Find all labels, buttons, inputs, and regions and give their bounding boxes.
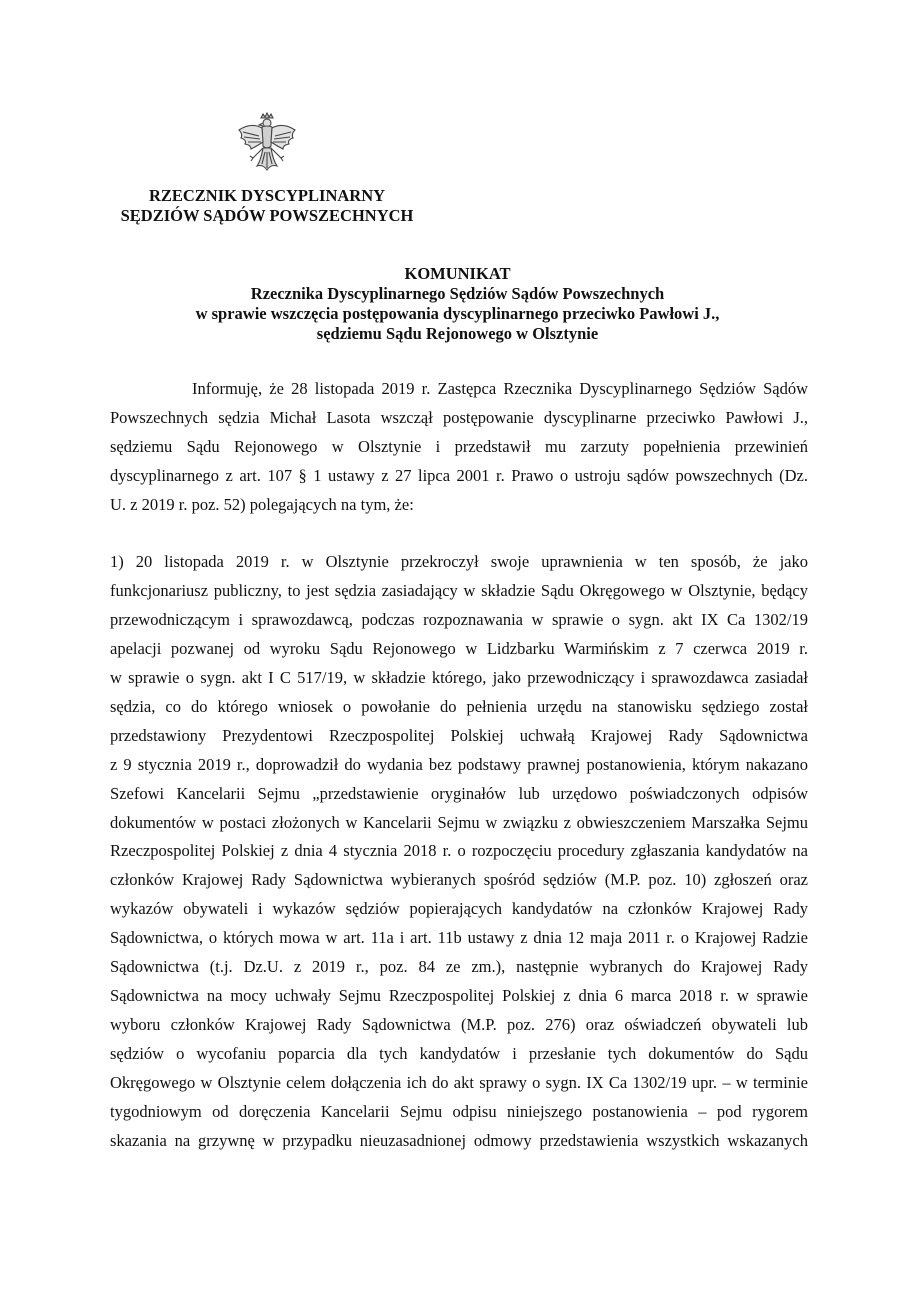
text-line: przedstawiony Prezydentowi Rzeczpospolitej Polskiej uchwałą Krajowej Rady Sądownictwa xyxy=(110,725,808,745)
text-line: tygodniowym od doręczenia Kancelarii Sejmu odpisu niniejszego postanowienia – pod rygorem xyxy=(110,1101,808,1121)
polish-eagle-emblem-icon xyxy=(235,112,299,182)
issuing-authority-line-1: RZECZNIK DYSCYPLINARNY xyxy=(148,186,386,205)
text-line: Szefowi Kancelarii Sejmu „przedstawienie oryginałów lub urzędowo poświadczonych odpisów xyxy=(110,783,808,803)
communique-subtitle-line-2: w sprawie wszczęcia postępowania dyscyplinarnego przeciwko Pawłowi J., xyxy=(195,304,720,323)
text-line: przewodniczącym i sprawozdawcą, podczas rozpoznawania w sprawie o sygn. akt IX Ca 1302/19 xyxy=(110,610,808,630)
text-line: funkcjonariusz publiczny, to jest sędzia zasiadający w składzie Sądu Okręgowego w Olsztynie, będący xyxy=(110,581,808,601)
text-line: Sądownictwa, o których mowa w art. 11a i art. 11b ustawy z dnia 12 maja 2011 r. o Krajowej Radzie xyxy=(110,928,808,948)
text-line: U. z 2019 r. poz. 52) polegających na tym, że: xyxy=(110,494,414,514)
issuing-authority-line-2: SĘDZIÓW SĄDÓW POWSZECHNYCH xyxy=(120,206,414,225)
text-line: w sprawie o sygn. akt I C 517/19, w składzie którego, jako przewodniczący i sprawozdawca zasiadał xyxy=(110,668,808,688)
communique-subtitle-line-3: sędziemu Sądu Rejonowego w Olsztynie xyxy=(316,324,599,343)
text-line: Rzeczpospolitej Polskiej z dnia 4 stycznia 2018 r. o rozpoczęciu procedury zgłaszania kandydatów na xyxy=(110,841,808,861)
communique-subtitle-line-1: Rzecznika Dyscyplinarnego Sędziów Sądów Powszechnych xyxy=(250,284,665,303)
communique-title xyxy=(100,264,815,344)
intro-paragraph xyxy=(110,375,808,520)
charge-1-paragraph xyxy=(110,548,808,1155)
issuing-authority xyxy=(112,186,422,226)
text-line: dyscyplinarnego z art. 107 § 1 ustawy z 27 lipca 2001 r. Prawo o ustroju sądów powszechnych (Dz. xyxy=(110,465,808,485)
text-line: wykazów obywateli i wykazów sędziów popierających kandydatów na członków Krajowej Rady xyxy=(110,899,808,919)
text-line: Sądownictwa (t.j. Dz.U. z 2019 r., poz. 84 ze zm.), następnie wybranych do Krajowej Rady xyxy=(110,957,808,977)
document-body xyxy=(110,375,808,1155)
text-line: apelacji pozwanej od wyroku Sądu Rejonowego w Lidzbarku Warmińskim z 7 czerwca 2019 r. xyxy=(110,639,808,659)
communique-heading: KOMUNIKAT xyxy=(404,264,511,283)
text-line: członków Krajowej Rady Sądownictwa wybieranych spośród sędziów (M.P. poz. 10) zgłoszeń oraz xyxy=(110,870,808,890)
text-line: Informuję, że 28 listopada 2019 r. Zastępca Rzecznika Dyscyplinarnego Sędziów Sądów xyxy=(192,379,808,398)
text-line: Okręgowego w Olsztynie celem dołączenia ich do akt sprawy o sygn. IX Ca 1302/19 upr. – w terminie xyxy=(110,1072,808,1092)
text-line: sędzia, co do którego wniosek o powołanie do pełnienia urzędu na stanowisku sędziego został xyxy=(110,696,808,716)
text-line: sędziów o wycofaniu poparcia dla tych kandydatów i przesłanie tych dokumentów do Sądu xyxy=(110,1043,808,1063)
text-line: Sądownictwa na mocy uchwały Sejmu Rzeczpospolitej Polskiej z dnia 6 marca 2018 r. w sprawie xyxy=(110,986,808,1006)
text-line: skazania na grzywnę w przypadku nieuzasadnionej odmowy przedstawienia wszystkich wskazanych xyxy=(110,1130,808,1150)
text-line: wyboru członków Krajowej Rady Sądownictwa (M.P. poz. 276) oraz oświadczeń obywateli lub xyxy=(110,1014,808,1034)
text-line: z 9 stycznia 2019 r., doprowadził do wydania bez podstawy prawnej postanowienia, którym nakazano xyxy=(110,754,808,774)
text-line: Powszechnych sędzia Michał Lasota wszczął postępowanie dyscyplinarne przeciwko Pawłowi J., xyxy=(110,407,808,427)
text-line: dokumentów w postaci złożonych w Kancelarii Sejmu w związku z obwieszczeniem Marszałka Sejmu xyxy=(110,812,808,832)
text-line: 1) 20 listopada 2019 r. w Olsztynie przekroczył swoje uprawnienia w ten sposób, że jako xyxy=(110,552,808,572)
text-line: sędziemu Sądu Rejonowego w Olsztynie i przedstawił mu zarzuty popełnienia przewinień xyxy=(110,436,808,456)
